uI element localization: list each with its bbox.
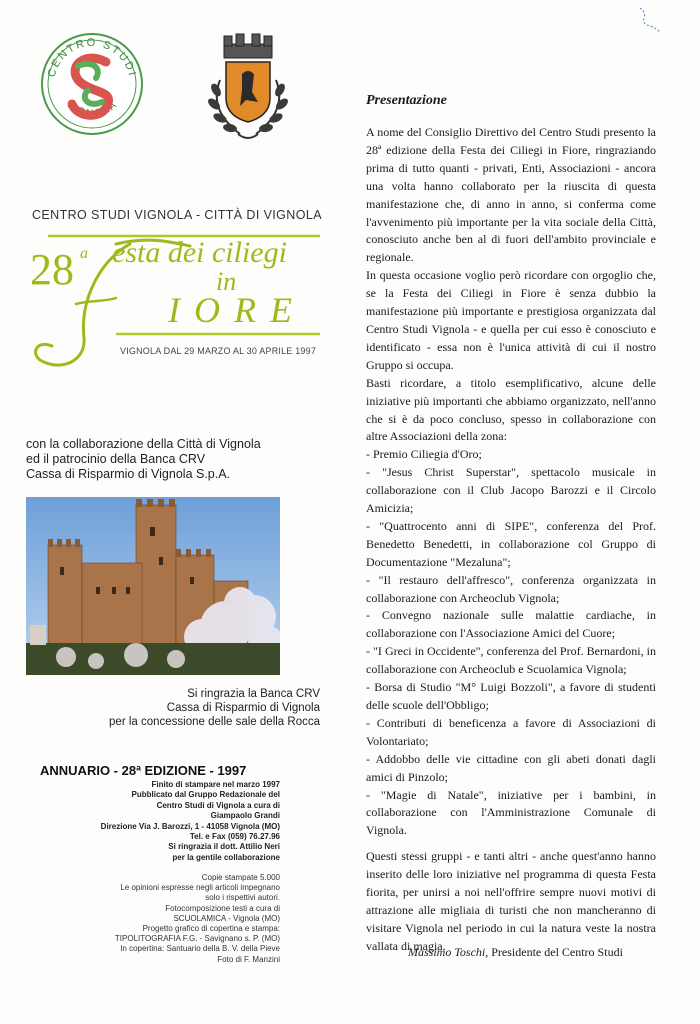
credits-line: Foto di F. Manzini (217, 954, 280, 964)
logo-text-top: CENTRO STUDI (45, 36, 139, 79)
colophon-line: Direzione Via J. Barozzi, 1 - 41058 Vignola (MO) (100, 821, 280, 831)
initiative-item: - Addobbo delle vie cittadine con gli abeti donati dagli amici di Pinzolo; (366, 751, 656, 784)
collaboration-block (26, 437, 326, 482)
presentazione-title: Presentazione (366, 93, 447, 108)
thanks-block (70, 687, 320, 729)
colophon-line: Tel. e Fax (059) 76.27.96 (189, 832, 280, 842)
rocca-photo (26, 497, 280, 675)
collab-line-2: ed il patrocinio della Banca CRV (26, 452, 206, 466)
credits-line: solo i rispettivi autori. (205, 893, 280, 903)
initiative-item: - Borsa di Studio "M° Luigi Bozzoli", a favore di studenti delle scuole dell'Obbligo; (366, 680, 656, 712)
colophon (30, 780, 280, 863)
festa-line-3: IORE (168, 290, 306, 330)
annuario-title: ANNUARIO - 28ª EDIZIONE - 1997 (40, 763, 247, 778)
initiative-item: - "Magie di Natale", iniziative per i bambini, in collaborazione con l'Amministrazione Comunale di Vignola. (366, 787, 656, 838)
collab-line-3: Cassa di Risparmio di Vignola S.p.A. (26, 467, 231, 481)
initiative-item: - Premio Ciliegia d'Oro; (366, 447, 482, 462)
centro-studi-logo (40, 32, 144, 136)
edition-sup: a (80, 245, 88, 262)
credits-line: TIPOLITOGRAFIA F.G. - Savignano s. P. (MO) (114, 934, 280, 944)
paragraph-1: A nome del Consiglio Direttivo del Centro Studi presento la 28ª edizione della Festa dei Ciliegi in Fiore, ringraziando prima di tutto quanti - privati, Enti, Associazioni - ancora una volta hanno collaborato per la riuscita di questa manifestazione che, di anno in anno, si conferma come l'avvenimento più importante per la vita sociale della Città, conosciuto anche ben al di fuori dell'ambito provinciale e regionale. (366, 125, 656, 265)
colophon-line: Giampaolo Grandi (210, 811, 280, 821)
thanks-line-1: Si ringrazia la Banca CRV (187, 688, 320, 700)
edition-number: 28 (30, 245, 74, 294)
festa-dates: VIGNOLA DAL 29 MARZO AL 30 APRILE 1997 (120, 346, 317, 356)
credits-line: Copie stampate 5.000 (201, 873, 280, 882)
logo-text-bottom: VIGNOLA (63, 98, 121, 120)
credits-line: Fotocomposizione testi a cura di (165, 903, 280, 913)
presentazione-body (366, 124, 656, 956)
colophon-line: per la gentile collaborazione (172, 852, 280, 862)
thanks-line-3: per la concessione delle sale della Rocca (109, 716, 320, 728)
signature-name: Massimo Toschi, (408, 945, 489, 959)
initiative-item: - "Jesus Christ Superstar", spettacolo musicale in collaborazione con il Club Jacopo Barozzi e il Circolo Amicizia; (366, 465, 656, 516)
initiative-item: - "Il restauro dell'affresco", conferenza organizzata in collaborazione con Archeoclub Vignola; (366, 572, 656, 605)
colophon-line: Si ringrazia il dott. Attilio Neri (168, 842, 280, 852)
collab-line-1: con la collaborazione della Città di Vignola (26, 437, 261, 451)
initiative-item: - Convegno nazionale sulle malattie cardiache, in collaborazione con l'Associazione Amici del Cuore; (366, 608, 656, 641)
festa-line-1: esta dei ciliegi (112, 236, 287, 269)
festa-title-graphic (20, 222, 325, 382)
colophon-line: Pubblicato dal Gruppo Redazionale del (131, 790, 280, 800)
credits-line: SCUOLAMICA - Vignola (MO) (173, 913, 280, 923)
colophon-line: Centro Studi di Vignola a cura di (156, 800, 280, 810)
festa-line-2: in (216, 267, 237, 296)
credits-line: Progetto grafico di copertina e stampa: (142, 924, 280, 934)
signature (408, 945, 623, 960)
paragraph-3: Basti ricordare, a titolo esemplificativo, alcune delle iniziative più importanti che abbiamo organizzato, nell'anno che si è da poco concluso, spesso in collaborazione con altre Associazioni della zona: (366, 375, 656, 444)
vignola-crest (200, 30, 296, 150)
credits-line: In copertina: Santuario della B. V. della Pieve (120, 944, 280, 954)
pen-mark-icon (636, 4, 666, 34)
organizers-line: CENTRO STUDI VIGNOLA - CITTÀ DI VIGNOLA (32, 208, 322, 222)
initiative-item: - "I Greci in Occidente", conferenza del Prof. Bernardoni, in collaborazione con Archeoclub e Scuolamica Vignola; (366, 644, 656, 677)
initiative-item: - Contributi di beneficenza a favore di Associazioni di Volontariato; (366, 715, 656, 748)
paragraph-4: Questi stessi gruppi - e tanti altri - anche quest'anno hanno inserito delle loro iniziative nel programma di questa Festa fiorita, per unirsi a noi nell'offrire sempre nuovi motivi di attrazione alle migliaia di turisti che non mancheranno di visitare Vignola nel periodo in cui la natura veste la nostra vallata di magia. (366, 849, 656, 953)
colophon-line: Finito di stampare nel marzo 1997 (151, 780, 280, 789)
initiative-item: - "Quattrocento anni di SIPE", conferenza del Prof. Benedetto Benedetti, in collaborazione col Gruppo di Documentazione "Mezaluna"; (366, 518, 656, 569)
paragraph-2: In questa occasione voglio però ricordare con orgoglio che, se la Festa dei Ciliegi in Fiore è senza dubbio la manifestazione più importante e prestigiosa organizzata dal Centro Studi Vignola - e quella per cui esso è conosciuto e identificato - essa non è l'unica attività di cui il nostro Gruppo si occupa. (366, 268, 656, 372)
thanks-line-2: Cassa di Risparmio di Vignola (166, 702, 320, 714)
colophon-credits (30, 873, 280, 965)
signature-role: Presidente del Centro Studi (491, 945, 623, 959)
credits-line: Le opinioni espresse negli articoli impegnano (120, 883, 280, 893)
big-letter: F (90, 318, 91, 319)
